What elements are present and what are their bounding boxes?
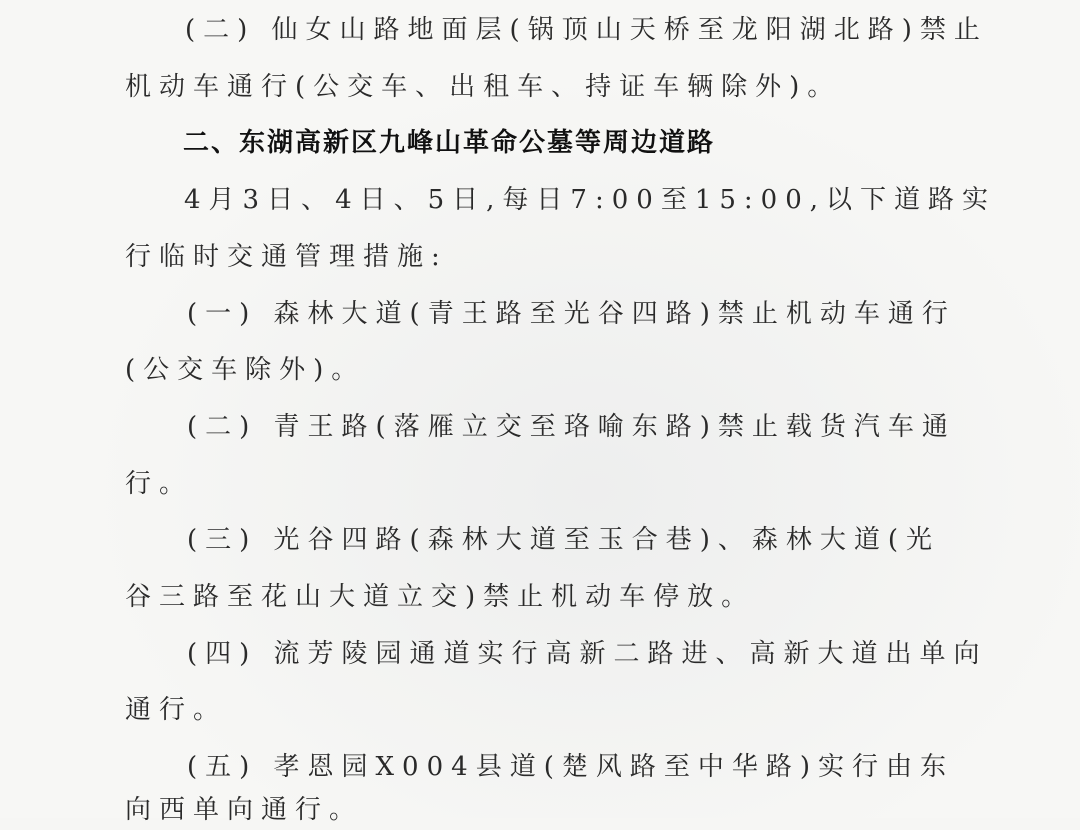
text-line: 机动车通行(公交车、出租车、持证车辆除外)。 [125,72,842,102]
text-line: (一) 森林大道(青王路至光谷四路)禁止机动车通行 [187,299,956,329]
text-line: (三) 光谷四路(森林大道至玉合巷)、森林大道(光 [187,525,940,555]
text-line: 行临时交通管理措施: [125,242,448,272]
text-line: (四) 流芳陵园通道实行高新二路进、高新大道出单向 [187,639,988,669]
text-line: (五) 孝恩园X004县道(楚风路至中华路)实行由东 [187,752,954,782]
text-line: 向西单向通行。 [125,795,364,825]
text-line: (二) 仙女山路地面层(锅顶山天桥至龙阳湖北路)禁止 [185,15,988,45]
text-line: (公交车除外)。 [125,355,366,385]
section-heading: 二、东湖高新区九峰山革命公墓等周边道路 [183,128,716,158]
text-line: 4月3日、4日、5日,每日7:00至15:00,以下道路实 [184,185,997,215]
text-line: (二) 青王路(落雁立交至珞喻东路)禁止载货汽车通 [187,412,956,442]
text-line: 谷三路至花山大道立交)禁止机动车停放。 [125,582,756,612]
text-line: 通行。 [125,695,228,725]
text-line: 行。 [125,469,194,499]
